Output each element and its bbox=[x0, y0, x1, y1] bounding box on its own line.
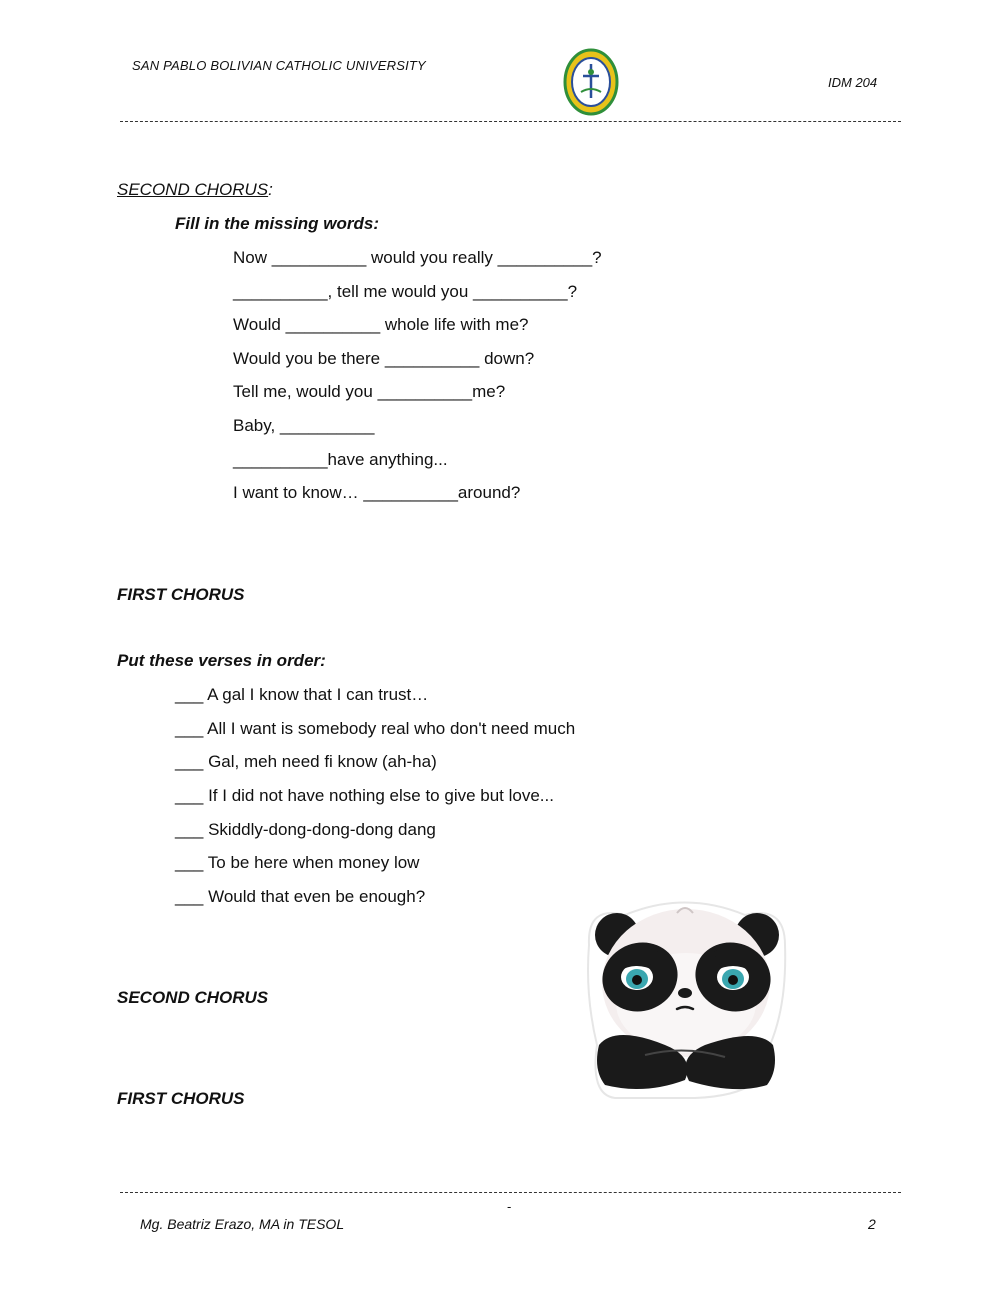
fill-line-7: __________have anything... bbox=[233, 450, 448, 469]
fill-missing-instruction: Fill in the missing words: bbox=[175, 214, 380, 233]
second-chorus-heading-colon: : bbox=[268, 180, 273, 199]
footer-center-mark: - bbox=[507, 1199, 512, 1214]
verse-item-7: ___ Would that even be enough? bbox=[175, 887, 426, 906]
second-chorus-heading bbox=[117, 180, 273, 200]
fill-line-2: __________, tell me would you __________? bbox=[233, 282, 578, 301]
page-number: 2 bbox=[868, 1216, 876, 1232]
fill-line-3: Would __________ whole life with me? bbox=[233, 315, 529, 334]
panda-sticker-image bbox=[585, 895, 787, 1100]
course-code: IDM 204 bbox=[828, 75, 878, 90]
verse-item-6: ___ To be here when money low bbox=[175, 853, 420, 872]
university-name: SAN PABLO BOLIVIAN CATHOLIC UNIVERSITY bbox=[132, 58, 426, 73]
footer-author: Mg. Beatriz Erazo, MA in TESOL bbox=[140, 1216, 345, 1232]
verse-item-5: ___ Skiddly-dong-dong-dong dang bbox=[175, 820, 436, 839]
verse-item-3: ___ Gal, meh need fi know (ah-ha) bbox=[175, 752, 437, 771]
fill-line-1: Now __________ would you really __________? bbox=[233, 248, 602, 267]
fill-line-5: Tell me, would you __________me? bbox=[233, 382, 506, 401]
first-chorus-heading: FIRST CHORUS bbox=[117, 585, 245, 604]
order-verses-instruction: Put these verses in order: bbox=[117, 651, 326, 670]
footer-divider bbox=[120, 1192, 901, 1193]
fill-line-4: Would you be there __________ down? bbox=[233, 349, 535, 368]
verse-item-4: ___ If I did not have nothing else to give but love... bbox=[175, 786, 554, 805]
second-chorus-heading-text: SECOND CHORUS bbox=[117, 180, 269, 199]
verse-item-2: ___ All I want is somebody real who don't need much bbox=[175, 719, 576, 738]
closing-first-chorus-heading: FIRST CHORUS bbox=[117, 1089, 245, 1108]
closing-second-chorus-heading: SECOND CHORUS bbox=[117, 988, 269, 1007]
fill-line-6: Baby, __________ bbox=[233, 416, 375, 435]
verse-item-1: ___ A gal I know that I can trust… bbox=[175, 685, 429, 704]
university-seal-logo bbox=[563, 48, 619, 116]
fill-line-8: I want to know… __________around? bbox=[233, 483, 521, 502]
header-divider bbox=[120, 121, 901, 122]
